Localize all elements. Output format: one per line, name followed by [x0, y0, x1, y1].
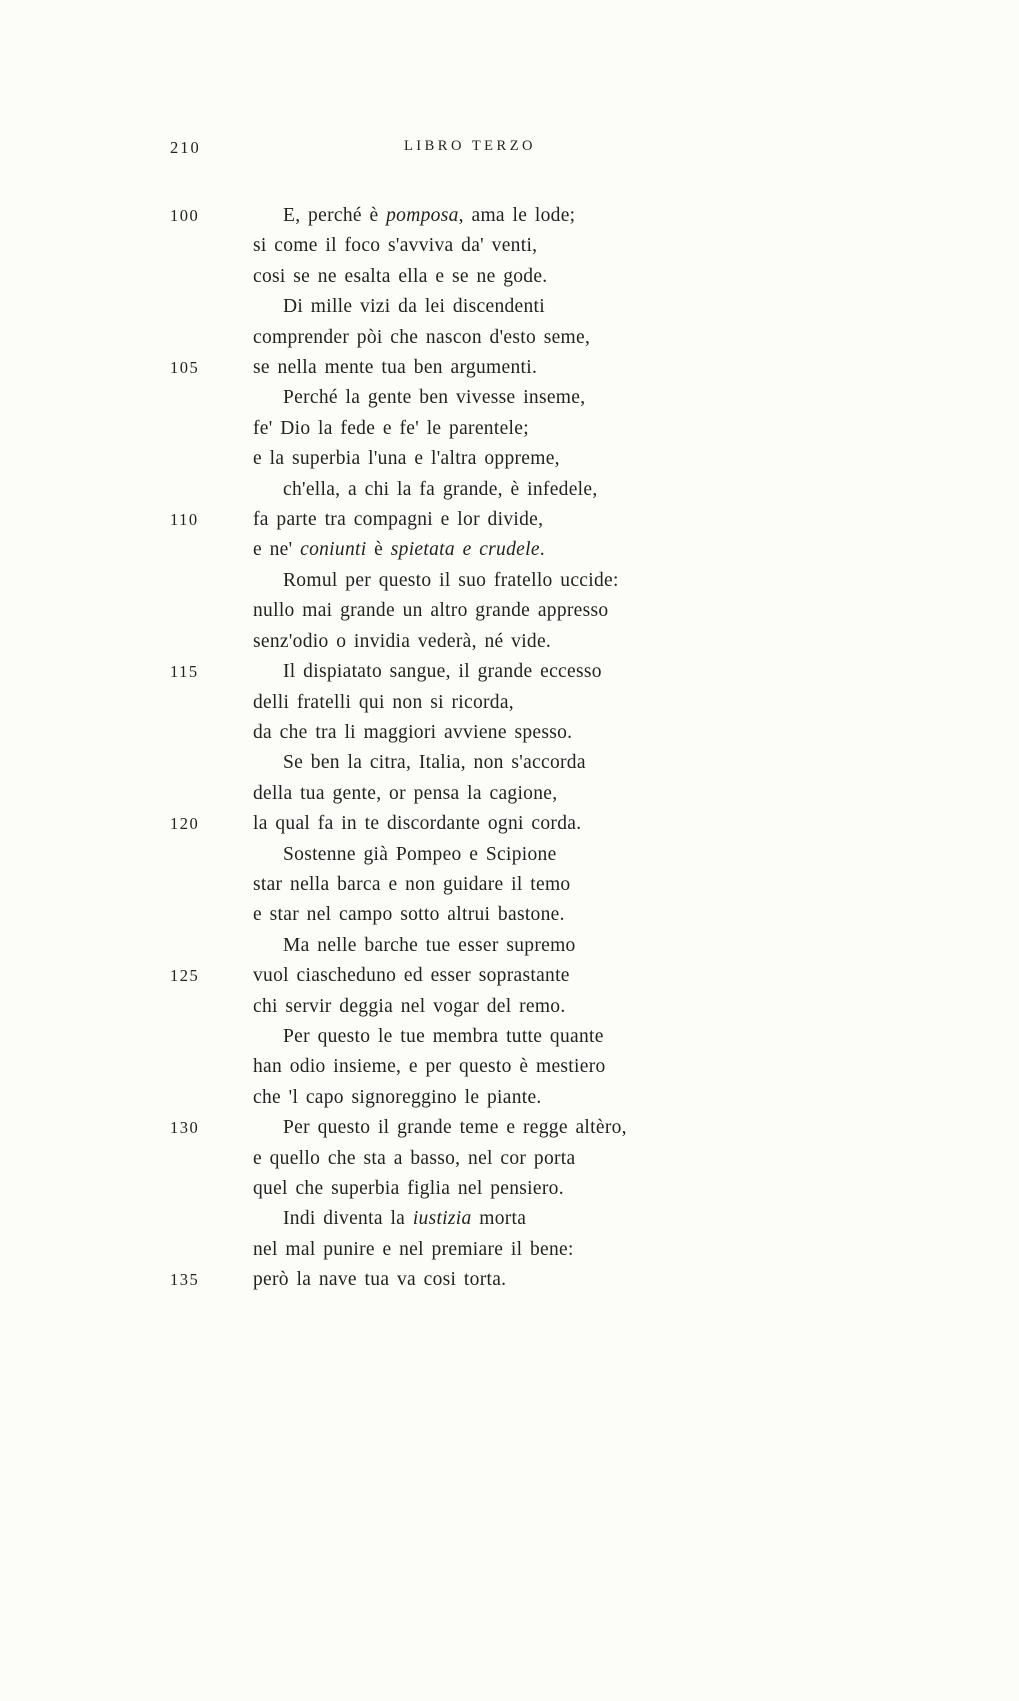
verse-line: [170, 1265, 770, 1295]
verse-text: della tua gente, or pensa la cagione,: [253, 782, 558, 804]
line-number: [170, 383, 253, 413]
verse-text: però la nave tua va cosi torta.: [253, 1269, 507, 1291]
verse-line: [170, 535, 770, 565]
line-number: [170, 292, 253, 322]
line-number: [170, 1052, 253, 1082]
verse-line: [170, 961, 770, 991]
line-number: [170, 718, 253, 748]
page-number: 210: [170, 138, 201, 157]
verse-text: cosi se ne esalta ella e se ne gode.: [253, 265, 548, 287]
verse-line: [170, 444, 770, 474]
verse-line: [170, 596, 770, 626]
line-number: 120: [170, 814, 200, 834]
verse-line: [170, 688, 770, 718]
verse-text: Ma nelle barche tue esser supremo: [283, 934, 576, 956]
line-number: [170, 992, 253, 1022]
verse-text: Il dispiatato sangue, il grande eccesso: [283, 661, 602, 683]
verse-line: [170, 262, 770, 292]
verse-text: E, perché è pomposa, ama le lode;: [283, 205, 576, 226]
verse-text: nullo mai grande un altro grande appresso: [253, 600, 609, 622]
verse-text: Romul per questo il suo fratello uccide:: [283, 569, 619, 591]
verse-text: Perché la gente ben vivesse inseme,: [283, 387, 586, 409]
verse-line: [170, 566, 770, 596]
line-number: [170, 1083, 253, 1113]
verse-text: star nella barca e non guidare il temo: [253, 873, 571, 895]
verse-line: [170, 1174, 770, 1204]
line-number: [170, 1235, 253, 1265]
verse-text: e quello che sta a basso, nel cor porta: [253, 1147, 576, 1169]
line-number: [170, 231, 253, 261]
verse-text: e star nel campo sotto altrui bastone.: [253, 904, 565, 926]
verse-text: fa parte tra compagni e lor divide,: [253, 509, 544, 531]
verse-text: quel che superbia figlia nel pensiero.: [253, 1178, 564, 1199]
verse-line: [170, 840, 770, 870]
line-number: 105: [170, 358, 200, 378]
verse-line: [170, 992, 770, 1022]
verse-line: [170, 353, 770, 383]
line-number: 130: [170, 1118, 200, 1138]
verse-text: e ne' coniunti è spietata e crudele.: [253, 539, 545, 561]
line-number: 100: [170, 206, 200, 225]
verse-text: che 'l capo signoreggino le piante.: [253, 1086, 542, 1108]
line-number: 125: [170, 966, 200, 986]
verse-line: [170, 1113, 770, 1143]
verse-line: [170, 1022, 770, 1052]
verse-text: e la superbia l'una e l'altra oppreme,: [253, 448, 560, 470]
line-number: 135: [170, 1270, 200, 1290]
verse-text: han odio insieme, e per questo è mestiero: [253, 1056, 606, 1078]
text-block: [170, 138, 770, 1296]
verse-text: Se ben la citra, Italia, non s'accorda: [283, 752, 586, 774]
line-number: [170, 444, 253, 474]
line-number: 115: [170, 662, 199, 682]
verse-line: [170, 231, 770, 261]
verse-line: [170, 1052, 770, 1082]
verse-line: [170, 475, 770, 505]
verse-text: se nella mente tua ben argumenti.: [253, 357, 538, 379]
line-number: [170, 931, 253, 961]
line-number: [170, 748, 253, 778]
verse-line: [170, 748, 770, 778]
verse-line: [170, 292, 770, 322]
page-header: [170, 138, 770, 160]
verse-text: Indi diventa la iustizia morta: [283, 1208, 527, 1230]
verse-line: [170, 1235, 770, 1265]
verse-line: [170, 201, 770, 231]
verse-line: [170, 718, 770, 748]
line-number: [170, 323, 253, 353]
line-number: [170, 870, 253, 900]
verse-line: [170, 505, 770, 535]
line-number: [170, 627, 253, 657]
verse-line: [170, 657, 770, 687]
verse-line: [170, 1204, 770, 1234]
verse-text: delli fratelli qui non si ricorda,: [253, 691, 514, 713]
line-number: [170, 262, 253, 292]
verse-text: senz'odio o invidia vederà, né vide.: [253, 630, 552, 652]
verse-text: Per questo il grande teme e regge altèro,: [283, 1117, 627, 1139]
line-number: [170, 1174, 253, 1204]
verse-text: comprender pòi che nascon d'esto seme,: [253, 326, 591, 348]
verse-line: [170, 383, 770, 413]
line-number: [170, 688, 253, 718]
verse-line: [170, 1083, 770, 1113]
verse-text: fe' Dio la fede e fe' le parentele;: [253, 417, 529, 439]
running-header: LIBRO TERZO: [403, 138, 537, 154]
verse-line: [170, 627, 770, 657]
verse-text: la qual fa in te discordante ogni corda.: [253, 813, 582, 835]
line-number: [170, 779, 253, 809]
line-number: [170, 900, 253, 930]
line-number: [170, 475, 253, 505]
line-number: [170, 840, 253, 870]
verse-text: Di mille vizi da lei discendenti: [283, 296, 545, 318]
verse-line: [170, 323, 770, 353]
verse-line: [170, 809, 770, 839]
verse-line: [170, 870, 770, 900]
verse-line: [170, 414, 770, 444]
line-number: [170, 414, 253, 444]
verse-text: da che tra li maggiori avviene spesso.: [253, 721, 573, 743]
line-number: [170, 1204, 253, 1234]
verse-text: si come il foco s'avviva da' venti,: [253, 235, 538, 257]
verse-text: vuol ciascheduno ed esser soprastante: [253, 965, 570, 987]
verse-text: nel mal punire e nel premiare il bene:: [253, 1238, 574, 1260]
line-number: [170, 566, 253, 596]
verse-text: ch'ella, a chi la fa grande, è infedele,: [283, 478, 598, 500]
line-number: [170, 535, 253, 565]
verse-line: [170, 900, 770, 930]
verse-line: [170, 779, 770, 809]
verse-text: chi servir deggia nel vogar del remo.: [253, 995, 566, 1017]
line-number: [170, 596, 253, 626]
line-number: [170, 1022, 253, 1052]
verse-text: Per questo le tue membra tutte quante: [283, 1025, 604, 1047]
verse-line: [170, 1144, 770, 1174]
line-number: 110: [170, 510, 199, 530]
poem: [170, 201, 770, 1296]
verse-line: [170, 931, 770, 961]
verse-text: Sostenne già Pompeo e Scipione: [283, 843, 557, 865]
line-number: [170, 1144, 253, 1174]
